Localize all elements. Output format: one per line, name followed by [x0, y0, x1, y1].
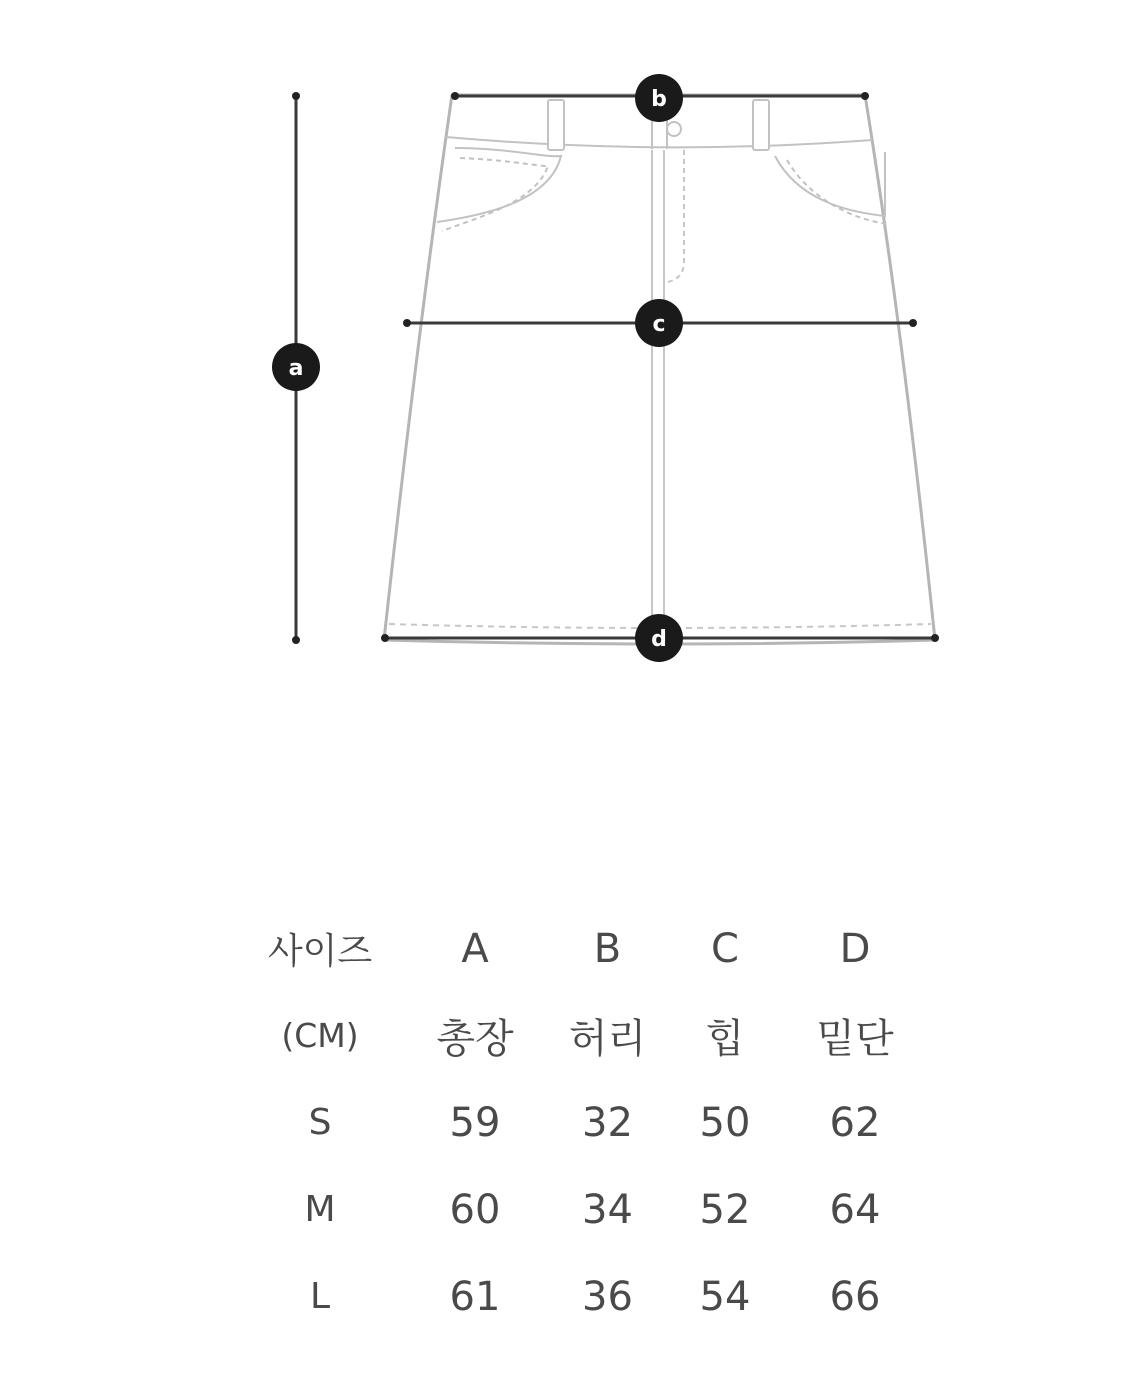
size-cell: M: [304, 1189, 336, 1230]
subheader-waist: 허리: [568, 1016, 647, 1062]
value-cell: 36: [582, 1273, 633, 1320]
header-a: A: [461, 925, 489, 972]
value-cell: 61: [449, 1273, 501, 1320]
unit-label: (CM): [281, 1016, 359, 1055]
size-cell: S: [308, 1102, 332, 1143]
svg-text:b: b: [651, 87, 667, 112]
marker-a: [272, 343, 320, 391]
marker-c: [635, 299, 683, 347]
button-icon: [667, 122, 681, 136]
svg-text:c: c: [652, 312, 666, 337]
table-subheader-row: [230, 992, 935, 1079]
front-placket: [652, 150, 684, 634]
subheader-total-length: 총장: [436, 1016, 514, 1062]
svg-text:a: a: [288, 356, 304, 381]
value-cell: 32: [582, 1099, 633, 1146]
header-d: D: [839, 925, 871, 972]
size-table: [230, 905, 935, 1340]
value-cell: 52: [699, 1186, 751, 1233]
subheader-hem: 밑단: [816, 1016, 894, 1062]
value-cell: 54: [699, 1273, 751, 1320]
marker-b: [635, 74, 683, 122]
skirt-outline: [384, 95, 935, 644]
table-row: [230, 1253, 935, 1340]
value-cell: 66: [829, 1273, 881, 1320]
value-cell: 60: [449, 1186, 501, 1233]
header-size-label: 사이즈: [267, 931, 373, 972]
table-row: [230, 1166, 935, 1253]
marker-d: [635, 614, 683, 662]
value-cell: 50: [699, 1099, 751, 1146]
pockets: [437, 148, 888, 231]
svg-text:d: d: [651, 627, 667, 652]
value-cell: 62: [829, 1099, 881, 1146]
value-cell: 59: [449, 1099, 501, 1146]
header-b: B: [593, 925, 622, 972]
measurement-endpoints: [292, 92, 939, 644]
table-header-row: [230, 905, 935, 992]
value-cell: 64: [829, 1186, 881, 1233]
value-cell: 34: [582, 1186, 633, 1233]
size-cell: L: [309, 1276, 331, 1317]
header-c: C: [711, 925, 739, 972]
table-row: [230, 1079, 935, 1166]
subheader-hip: 힙: [705, 1016, 745, 1062]
